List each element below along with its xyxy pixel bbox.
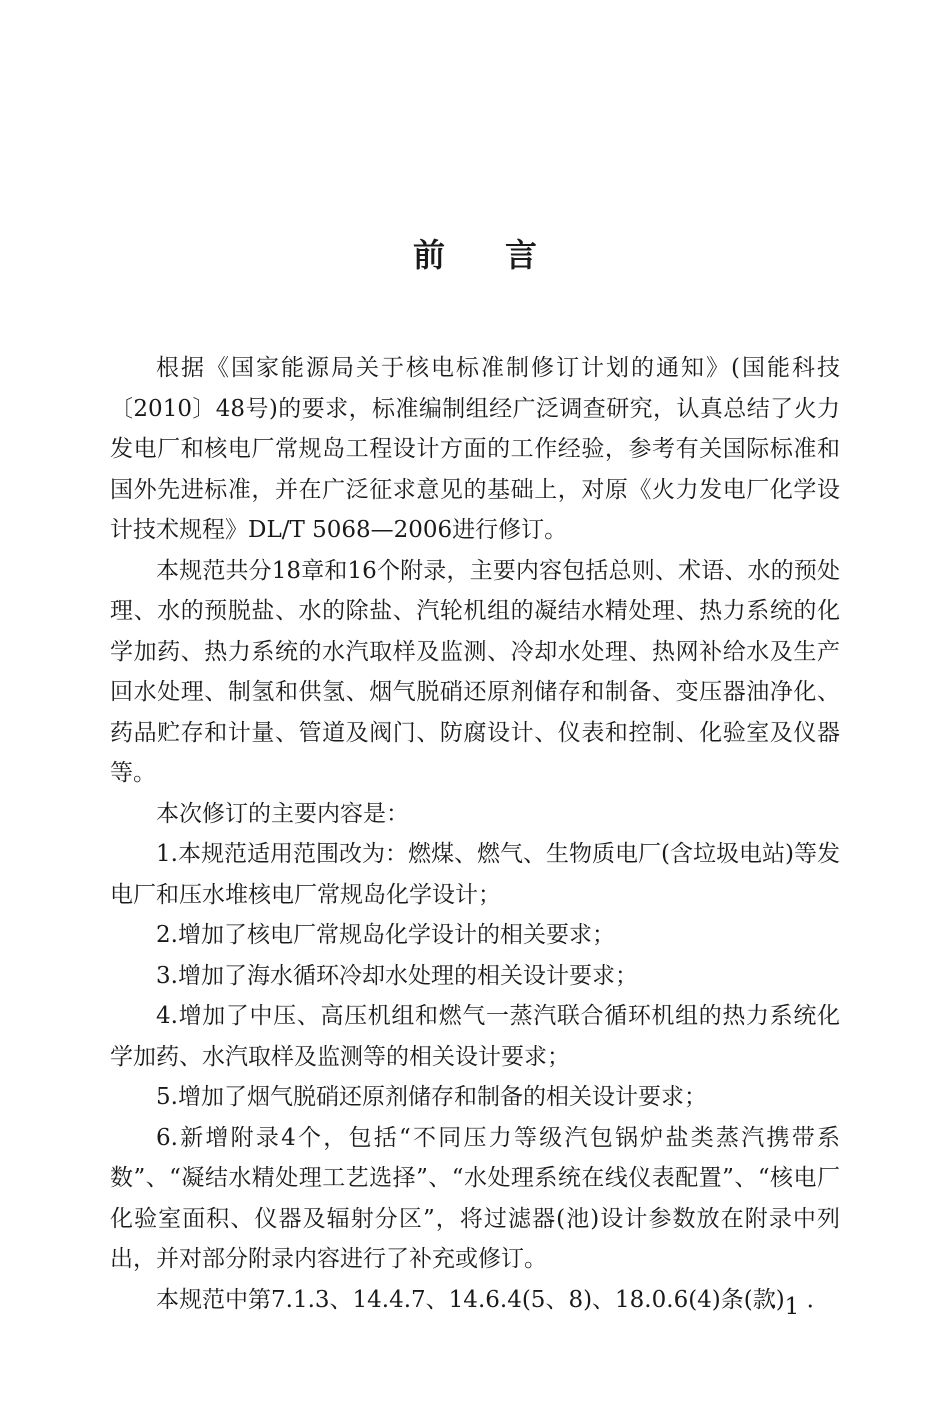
- preface-body: [110, 348, 840, 1320]
- page-title: [0, 230, 950, 276]
- paragraph-revision-intro: 本次修订的主要内容是：: [156, 800, 409, 827]
- revision-item-4: 4.增加了中压、高压机组和燃气一蒸汽联合循环机组的热力系统化学加药、水汽取样及监测等的相关设计要求；: [110, 1003, 840, 1070]
- title-char-1: 前: [412, 236, 445, 274]
- revision-item-6: 6.新增附录4个，包括“不同压力等级汽包锅炉盐类蒸汽携带系数”、“凝结水精处理工艺选择”、“水处理系统在线仪表配置”、“核电厂化验室面积、仪器及辐射分区”，将过滤器(池)设计参数放在附录中列出，并对部分附录内容进行了补充或修订。: [110, 1124, 840, 1272]
- revision-item-1: 1.本规范适用范围改为：燃煤、燃气、生物质电厂(含垃圾电站)等发电厂和压水堆核电厂常规岛化学设计；: [110, 841, 840, 908]
- revision-item-3: 3.增加了海水循环冷却水处理的相关设计要求；: [156, 962, 638, 989]
- paragraph-mandatory-clauses: 本规范中第7.1.3、14.4.7、14.6.4(5、8)、18.0.6(4)条(款): [156, 1286, 785, 1313]
- paragraph-basis: 根据《国家能源局关于核电标准制修订计划的通知》(国能科技〔2010〕48号)的要求，标准编制组经广泛调查研究，认真总结了火力发电厂和核电厂常规岛工程设计方面的工作经验，参考有关国际标准和国外先进标准，并在广泛征求意见的基础上，对原《火力发电厂化学设计技术规程》DL/T 5068—2006进行修订。: [110, 355, 840, 543]
- title-char-2: 言: [505, 236, 538, 274]
- paragraph-scope: 本规范共分18章和16个附录，主要内容包括总则、术语、水的预处理、水的预脱盐、水的除盐、汽轮机组的凝结水精处理、热力系统的化学加药、热力系统的水汽取样及监测、冷却水处理、热网补给水及生产回水处理、制氢和供氢、烟气脱硝还原剂储存和制备、变压器油净化、药品贮存和计量、管道及阀门、防腐设计、仪表和控制、化验室及仪器等。: [110, 557, 840, 786]
- revision-item-2: 2.增加了核电厂常规岛化学设计的相关要求；: [156, 922, 615, 948]
- revision-item-5: 5.增加了烟气脱硝还原剂储存和制备的相关设计要求；: [156, 1084, 707, 1110]
- page-number: · 1 ·: [770, 1294, 814, 1320]
